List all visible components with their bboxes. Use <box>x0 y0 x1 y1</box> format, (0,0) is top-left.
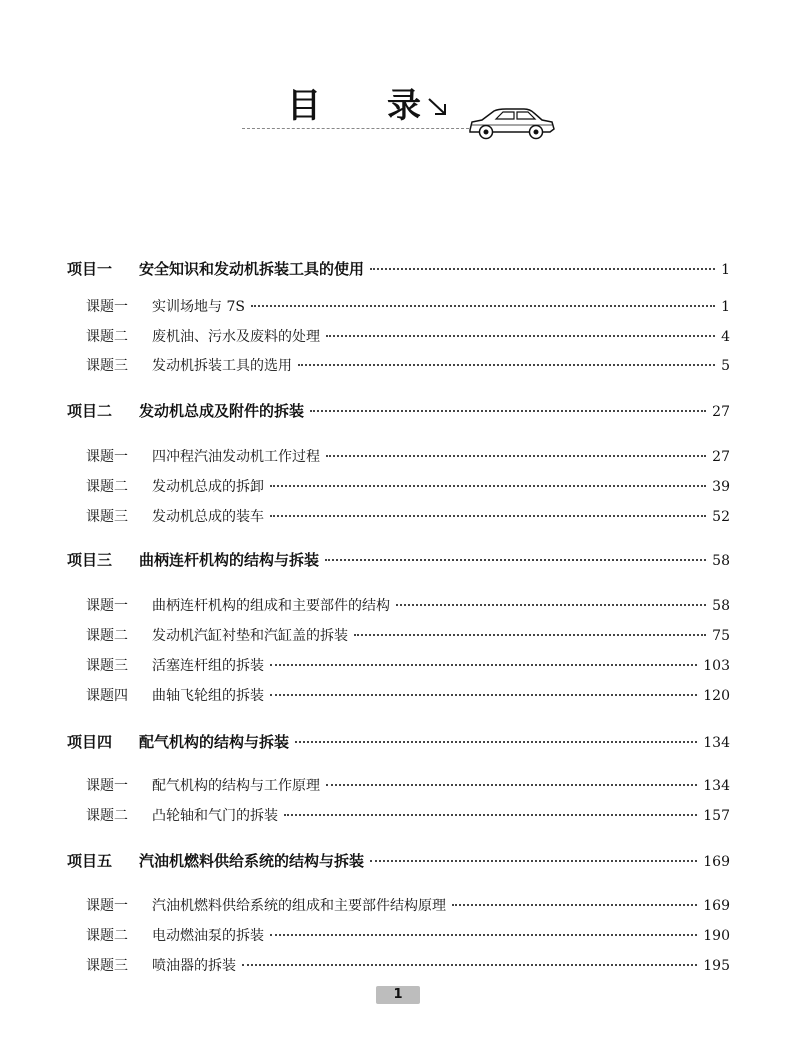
entry-number: 课题三 <box>86 509 128 525</box>
entry-title: 配气机构的结构与拆装 <box>139 733 290 751</box>
page-number: 157 <box>703 808 730 824</box>
toc-topic-entry[interactable] <box>86 775 730 795</box>
dot-leader <box>270 934 697 936</box>
dot-leader <box>295 741 697 743</box>
toc-topic-entry[interactable] <box>86 625 730 645</box>
page-title-char-2: 录 <box>387 86 421 126</box>
page-number-badge: 1 <box>376 986 420 1004</box>
entry-number: 课题二 <box>86 928 128 944</box>
dot-leader <box>298 364 715 366</box>
toc-topic-entry[interactable] <box>86 326 730 346</box>
toc-topic-entry[interactable] <box>86 655 730 675</box>
header-dashed-rule <box>242 128 474 129</box>
toc-project-entry[interactable] <box>67 258 730 279</box>
dot-leader <box>326 335 715 337</box>
page-number: 27 <box>712 449 730 465</box>
entry-title: 四冲程汽油发动机工作过程 <box>152 449 320 465</box>
page-number: 39 <box>712 479 730 495</box>
page-number: 58 <box>712 553 730 569</box>
page-number: 169 <box>703 854 730 870</box>
entry-number: 项目二 <box>67 402 113 420</box>
toc-topic-entry[interactable] <box>86 955 730 975</box>
entry-number: 项目三 <box>67 551 113 569</box>
page-number: 5 <box>721 358 730 374</box>
entry-title: 安全知识和发动机拆装工具的使用 <box>139 260 365 278</box>
dot-leader <box>396 604 706 606</box>
dot-leader <box>310 410 706 412</box>
entry-number: 课题一 <box>86 778 128 794</box>
entry-title: 发动机总成及附件的拆装 <box>139 402 305 420</box>
toc-topic-entry[interactable] <box>86 296 730 316</box>
entry-title: 电动燃油泵的拆装 <box>152 928 264 944</box>
page-number: 190 <box>703 928 730 944</box>
toc-project-entry[interactable] <box>67 400 730 421</box>
dot-leader <box>326 784 697 786</box>
dot-leader <box>354 634 706 636</box>
entry-title: 汽油机燃料供给系统的组成和主要部件结构原理 <box>152 898 446 914</box>
dot-leader <box>452 904 697 906</box>
page-number: 103 <box>703 658 730 674</box>
entry-number: 课题三 <box>86 358 128 374</box>
entry-title: 曲柄连杆机构的结构与拆装 <box>139 551 320 569</box>
entry-title: 发动机拆装工具的选用 <box>152 358 292 374</box>
toc-topic-entry[interactable] <box>86 355 730 375</box>
page-number: 1 <box>721 262 730 278</box>
arrow-icon <box>426 96 450 118</box>
toc-topic-entry[interactable] <box>86 895 730 915</box>
entry-number: 课题一 <box>86 898 128 914</box>
toc-project-entry[interactable] <box>67 549 730 570</box>
entry-number: 课题二 <box>86 479 128 495</box>
car-icon <box>466 102 558 142</box>
entry-number: 项目四 <box>67 733 113 751</box>
entry-title: 曲柄连杆机构的组成和主要部件的结构 <box>152 598 390 614</box>
toc-project-entry[interactable] <box>67 731 730 752</box>
page-number: 169 <box>703 898 730 914</box>
dot-leader <box>326 455 706 457</box>
page-number: 134 <box>703 778 730 794</box>
entry-title: 曲轴飞轮组的拆装 <box>152 688 264 704</box>
dot-leader <box>270 664 697 666</box>
entry-number: 课题一 <box>86 598 128 614</box>
entry-title: 汽油机燃料供给系统的结构与拆装 <box>139 852 365 870</box>
entry-number: 项目一 <box>67 260 113 278</box>
entry-title: 配气机构的结构与工作原理 <box>152 778 320 794</box>
entry-title: 发动机总成的装车 <box>152 509 264 525</box>
toc-topic-entry[interactable] <box>86 595 730 615</box>
entry-number: 项目五 <box>67 852 113 870</box>
toc-topic-entry[interactable] <box>86 476 730 496</box>
toc-topic-entry[interactable] <box>86 685 730 705</box>
dot-leader <box>270 515 706 517</box>
page-number: 52 <box>712 509 730 525</box>
page-title-char-1: 目 <box>287 86 321 126</box>
dot-leader <box>370 860 697 862</box>
entry-number: 课题一 <box>86 449 128 465</box>
entry-number: 课题一 <box>86 299 128 315</box>
toc-project-entry[interactable] <box>67 850 730 871</box>
toc-topic-entry[interactable] <box>86 446 730 466</box>
page-number: 58 <box>712 598 730 614</box>
toc-header <box>0 0 790 160</box>
toc-topic-entry[interactable] <box>86 506 730 526</box>
entry-number: 课题四 <box>86 688 128 704</box>
dot-leader <box>325 559 706 561</box>
page-number: 134 <box>703 735 730 751</box>
entry-title: 废机油、污水及废料的处理 <box>152 329 320 345</box>
page-number: 27 <box>712 404 730 420</box>
entry-number: 课题二 <box>86 628 128 644</box>
entry-number: 课题三 <box>86 958 128 974</box>
entry-title: 实训场地与 7S <box>152 299 245 315</box>
page-number: 120 <box>703 688 730 704</box>
entry-number: 课题二 <box>86 329 128 345</box>
entry-number: 课题三 <box>86 658 128 674</box>
toc-topic-entry[interactable] <box>86 925 730 945</box>
dot-leader <box>251 305 715 307</box>
entry-title: 活塞连杆组的拆装 <box>152 658 264 674</box>
dot-leader <box>270 694 697 696</box>
entry-title: 凸轮轴和气门的拆装 <box>152 808 278 824</box>
entry-title: 发动机汽缸衬垫和汽缸盖的拆装 <box>152 628 348 644</box>
toc-topic-entry[interactable] <box>86 805 730 825</box>
entry-number: 课题二 <box>86 808 128 824</box>
dot-leader <box>284 814 697 816</box>
dot-leader <box>270 485 706 487</box>
page-number: 1 <box>721 299 730 315</box>
entry-title: 发动机总成的拆卸 <box>152 479 264 495</box>
dot-leader <box>370 268 715 270</box>
page-number: 4 <box>721 329 730 345</box>
dot-leader <box>242 964 697 966</box>
page-number: 75 <box>712 628 730 644</box>
page-number: 195 <box>703 958 730 974</box>
entry-title: 喷油器的拆装 <box>152 958 236 974</box>
